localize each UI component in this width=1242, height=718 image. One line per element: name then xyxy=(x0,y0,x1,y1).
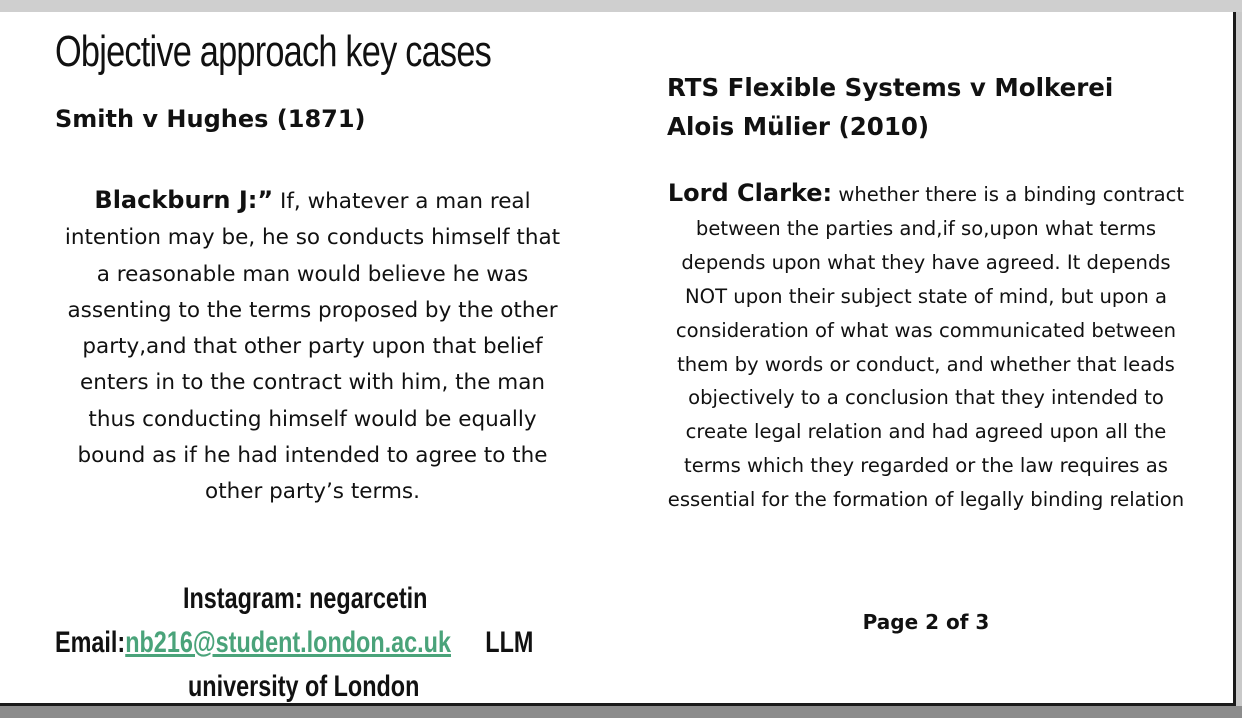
right-case-speaker: Lord Clarke: xyxy=(667,179,833,207)
left-case-heading: Smith v Hughes (1871) xyxy=(55,105,366,133)
instagram-line: Instagram: negarcetin xyxy=(183,582,428,615)
degree-label: LLM xyxy=(485,626,534,659)
contact-block xyxy=(55,577,585,709)
right-case-quote-text: whether there is a binding contract between the parties and,if so,upon what terms depends upon what they have agreed. It depends NOT upon their subject state of mind, but upon a consideration of what was communicated between them by words or conduct, and whether that leads objectively to a conclusion that they intended to create legal relation and had agreed upon all the terms which they regarded or the law requires as essential for the formation of legally binding relation xyxy=(667,183,1185,512)
email-label: Email: xyxy=(55,626,126,659)
left-case-speaker: Blackburn J:” xyxy=(94,186,274,214)
document-page xyxy=(0,12,1236,706)
page-title: Objective approach key cases xyxy=(55,27,492,76)
email-line xyxy=(55,621,534,665)
left-case-quote xyxy=(55,182,570,511)
right-case-heading: RTS Flexible Systems v Molkerei Alois Mülier (2010) xyxy=(667,73,1114,141)
right-case-quote xyxy=(667,177,1185,517)
page-number: Page 2 of 3 xyxy=(862,610,990,634)
bottom-bar xyxy=(0,706,1242,718)
left-case-quote-text: If, whatever a man real intention may be, he so conducts himself that a reasonable man would believe he was assenting to the terms proposed by the other party,and that other party upon that belief enters in to the contract with him, the man thus conducting himself would be equally bound as if he had intended to agree to the other party’s terms. xyxy=(64,189,561,505)
top-bar xyxy=(0,0,1242,12)
email-link[interactable]: nb216@student.london.ac.uk xyxy=(125,626,451,659)
university-line: university of London xyxy=(188,670,420,703)
